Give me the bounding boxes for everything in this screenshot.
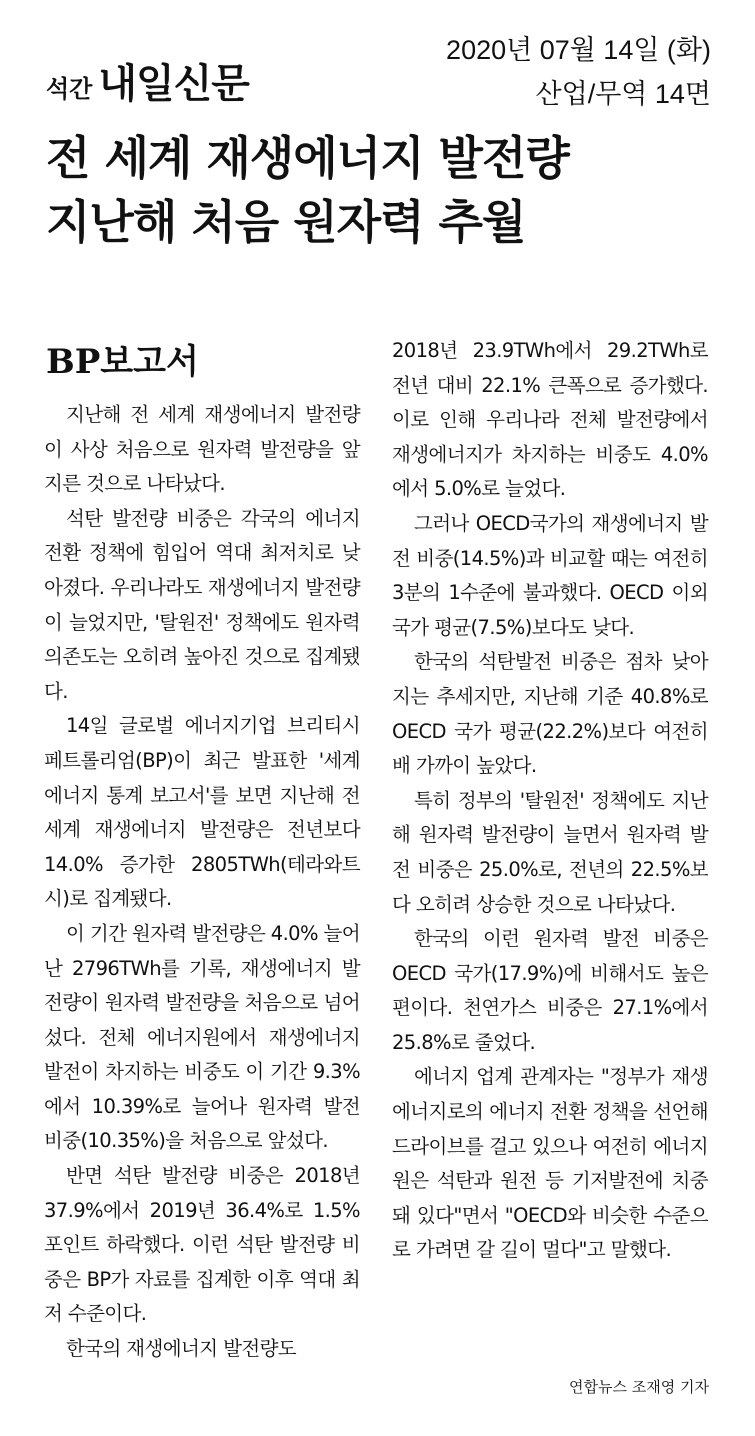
article-column-left (44, 398, 360, 1367)
subhead: BP보고서 (46, 342, 199, 382)
paragraph: 특히 정부의 '탈원전' 정책에도 지난해 원자력 발전량이 늘면서 원자력 발전 비중은 25.0%로, 전년의 22.5%보다 오히려 상승한 것으로 나타났다. (392, 788, 708, 916)
masthead-right (446, 28, 711, 116)
paragraph: 한국의 석탄발전 비중은 점차 낮아지는 추세지만, 지난해 기준 40.8%로 OECD 국가 평균(22.2%)보다 여전히 배 가까이 높았다. (392, 650, 708, 778)
paragraph: 반면 석탄 발전량 비중은 2018년 37.9%에서 2019년 36.4%로 1.5%포인트 하락했다. 이런 석탄 발전량 비중은 BP가 자료를 집계한 이후 역대 최저 수준이다. (44, 1164, 360, 1326)
issue-date: 2020년 07월 14일 (화) (446, 35, 711, 65)
paragraph-continued: 2018년 23.9TWh에서 29.2TWh로 전년 대비 22.1% 큰폭으로 증가했다. 이로 인해 우리나라 전체 발전량에서 재생에너지가 차지하는 비중도 4.0%에서 5.0%로 늘었다. (392, 339, 708, 501)
paragraph: 14일 글로벌 에너지기업 브리티시 페트롤리엄(BP)이 최근 발표한 '세계 에너지 통계 보고서'를 보면 지난해 전 세계 재생에너지 발전량은 전년보다 14.0% 증가한 2805TWh(테라와트시)로 집계됐다. (44, 714, 360, 911)
section-page: 산업/무역 14면 (535, 79, 711, 109)
article-column-right (392, 334, 708, 1268)
paper-name: 내일신문 (98, 61, 249, 107)
paragraph: 이 기간 원자력 발전량은 4.0% 늘어난 2796TWh를 기록, 재생에너지 발전량이 원자력 발전량을 처음으로 넘어섰다. 전체 에너지원에서 재생에너지 발전이 차지하는 비중도 이 기간 9.3%에서 10.39%로 늘어나 원자력 발전 비중(10.35%)을 처음으로 앞섰다. (44, 921, 360, 1153)
headline (46, 126, 716, 254)
paper-prefix: 석간 (46, 75, 93, 103)
paragraph: 에너지 업계 관계자는 "정부가 재생에너지로의 에너지 전환 정책을 선언해 드라이브를 걸고 있으나 여전히 에너지원은 석탄과 원전 등 기저발전에 치중돼 있다"면서 "OECD와 비슷한 수준으로 가려면 갈 길이 멀다"고 말했다. (392, 1065, 708, 1262)
paragraph: 한국의 재생에너지 발전량도 (66, 1337, 297, 1361)
masthead-left (46, 52, 249, 109)
paragraph: 한국의 이런 원자력 발전 비중은 OECD 국가(17.9%)에 비해서도 높은 편이다. 천연가스 비중은 27.1%에서 25.8%로 줄었다. (392, 927, 708, 1054)
paragraph: 그러나 OECD국가의 재생에너지 발전 비중(14.5%)과 비교할 때는 여전히 3분의 1수준에 불과했다. OECD 이외 국가 평균(7.5%)보다도 낮다. (392, 511, 708, 639)
headline-line-1: 전 세계 재생에너지 발전량 (46, 131, 569, 185)
headline-line-2: 지난해 처음 원자력 추월 (46, 195, 526, 249)
byline: 연합뉴스 조재영 기자 (569, 1378, 709, 1396)
paragraph: 석탄 발전량 비중은 각국의 에너지 전환 정책에 힘입어 역대 최저치로 낮아졌다. 우리나라도 재생에너지 발전량이 늘었지만, '탈원전' 정책에도 원자력 의존도는 오히려 높아진 것으로 집계됐다. (44, 506, 360, 703)
paragraph: 지난해 전 세계 재생에너지 발전량이 사상 처음으로 원자력 발전량을 앞지른 것으로 나타났다. (44, 403, 360, 496)
